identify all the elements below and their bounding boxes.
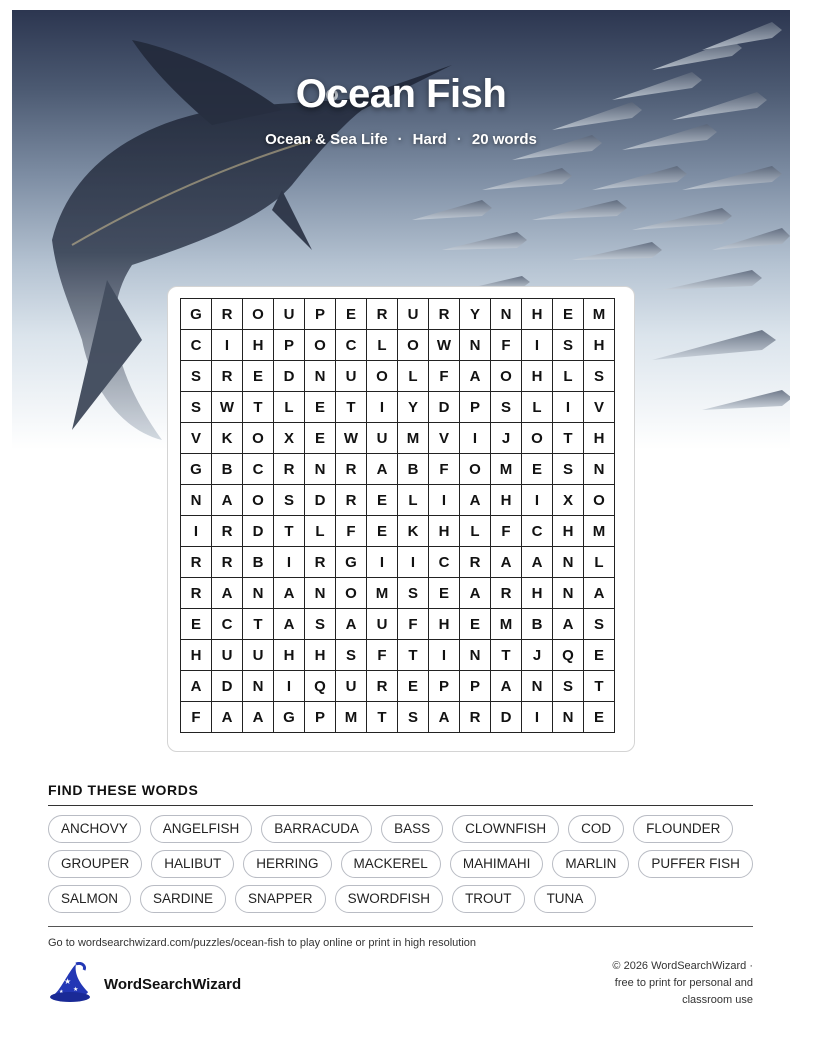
grid-cell[interactable]: N bbox=[305, 361, 336, 392]
grid-cell[interactable]: U bbox=[398, 299, 429, 330]
grid-cell[interactable]: A bbox=[274, 609, 305, 640]
grid-cell[interactable]: G bbox=[336, 547, 367, 578]
grid-cell[interactable]: G bbox=[181, 454, 212, 485]
grid-cell[interactable]: D bbox=[212, 671, 243, 702]
grid-cell[interactable]: L bbox=[522, 392, 553, 423]
grid-cell[interactable]: R bbox=[212, 547, 243, 578]
word-chip[interactable]: SWORDFISH bbox=[335, 885, 444, 913]
grid-cell[interactable]: M bbox=[336, 702, 367, 733]
grid-cell[interactable]: I bbox=[367, 547, 398, 578]
grid-cell[interactable]: A bbox=[491, 547, 522, 578]
grid-cell[interactable]: B bbox=[212, 454, 243, 485]
grid-cell[interactable]: I bbox=[212, 330, 243, 361]
copyright-line: classroom use bbox=[682, 994, 753, 1006]
grid-cell[interactable]: I bbox=[522, 702, 553, 733]
grid-cell[interactable]: K bbox=[398, 516, 429, 547]
word-chip[interactable]: SNAPPER bbox=[235, 885, 326, 913]
grid-cell[interactable]: E bbox=[553, 299, 584, 330]
word-chip[interactable]: MARLIN bbox=[552, 850, 629, 878]
grid-cell[interactable]: X bbox=[274, 423, 305, 454]
word-chip[interactable]: GROUPER bbox=[48, 850, 142, 878]
grid-cell[interactable]: A bbox=[367, 454, 398, 485]
grid-cell[interactable]: F bbox=[429, 361, 460, 392]
word-count-label: 20 words bbox=[471, 131, 537, 148]
grid-cell[interactable]: R bbox=[181, 578, 212, 609]
grid-cell[interactable]: P bbox=[429, 671, 460, 702]
grid-cell[interactable]: O bbox=[367, 361, 398, 392]
meta-separator: · bbox=[456, 131, 462, 148]
wizard-hat-icon bbox=[46, 962, 94, 1007]
grid-cell[interactable]: V bbox=[584, 392, 615, 423]
grid-cell[interactable]: S bbox=[491, 392, 522, 423]
grid-cell[interactable]: I bbox=[522, 330, 553, 361]
svg-text:★: ★ bbox=[64, 977, 72, 986]
grid-cell[interactable]: C bbox=[181, 330, 212, 361]
grid-cell[interactable]: H bbox=[429, 609, 460, 640]
grid-cell[interactable]: A bbox=[460, 578, 491, 609]
grid-cell[interactable]: L bbox=[553, 361, 584, 392]
category-label: Ocean & Sea Life bbox=[265, 131, 388, 148]
letter-grid bbox=[180, 298, 615, 733]
word-list-heading: FIND THESE WORDS bbox=[48, 782, 199, 798]
word-chip[interactable]: MAHIMAHI bbox=[450, 850, 544, 878]
grid-cell[interactable]: O bbox=[243, 299, 274, 330]
grid-cell[interactable]: R bbox=[367, 299, 398, 330]
grid-cell[interactable]: T bbox=[553, 423, 584, 454]
word-chip[interactable]: CLOWNFISH bbox=[452, 815, 559, 843]
grid-cell[interactable]: M bbox=[367, 578, 398, 609]
grid-cell[interactable]: E bbox=[367, 516, 398, 547]
grid-cell[interactable]: H bbox=[522, 299, 553, 330]
copyright-text bbox=[583, 958, 753, 1009]
grid-cell[interactable]: T bbox=[243, 609, 274, 640]
grid-cell[interactable]: L bbox=[274, 392, 305, 423]
grid-cell[interactable]: I bbox=[522, 485, 553, 516]
grid-cell[interactable]: P bbox=[460, 392, 491, 423]
grid-cell[interactable]: E bbox=[367, 485, 398, 516]
grid-cell[interactable]: O bbox=[584, 485, 615, 516]
grid-cell[interactable]: D bbox=[429, 392, 460, 423]
word-chip[interactable]: BARRACUDA bbox=[261, 815, 372, 843]
grid-cell[interactable]: T bbox=[398, 640, 429, 671]
grid-cell[interactable]: L bbox=[584, 547, 615, 578]
grid-cell[interactable]: A bbox=[336, 609, 367, 640]
grid-cell[interactable]: U bbox=[367, 423, 398, 454]
grid-cell[interactable]: P bbox=[305, 702, 336, 733]
grid-cell[interactable]: Y bbox=[398, 392, 429, 423]
grid-cell[interactable]: R bbox=[274, 454, 305, 485]
grid-cell[interactable]: Y bbox=[460, 299, 491, 330]
grid-cell[interactable]: L bbox=[305, 516, 336, 547]
grid-cell[interactable]: T bbox=[336, 392, 367, 423]
grid-cell[interactable]: M bbox=[584, 516, 615, 547]
grid-cell[interactable]: Q bbox=[305, 671, 336, 702]
grid-cell[interactable]: R bbox=[212, 299, 243, 330]
grid-cell[interactable]: N bbox=[584, 454, 615, 485]
footer-url-text[interactable]: Go to wordsearchwizard.com/puzzles/ocean-fish to play online or print in high resolution bbox=[48, 937, 476, 949]
grid-cell[interactable]: E bbox=[305, 423, 336, 454]
grid-cell[interactable]: A bbox=[460, 361, 491, 392]
grid-row bbox=[181, 423, 615, 454]
grid-cell[interactable]: W bbox=[212, 392, 243, 423]
grid-cell[interactable]: A bbox=[460, 485, 491, 516]
grid-cell[interactable]: H bbox=[274, 640, 305, 671]
grid-cell[interactable]: C bbox=[522, 516, 553, 547]
grid-row bbox=[181, 454, 615, 485]
grid-cell[interactable]: F bbox=[429, 454, 460, 485]
word-chip[interactable]: BASS bbox=[381, 815, 443, 843]
grid-cell[interactable]: S bbox=[336, 640, 367, 671]
grid-cell[interactable]: E bbox=[305, 392, 336, 423]
grid-cell[interactable]: L bbox=[398, 485, 429, 516]
grid-cell[interactable]: N bbox=[305, 578, 336, 609]
grid-cell[interactable]: S bbox=[584, 609, 615, 640]
grid-cell[interactable]: R bbox=[460, 547, 491, 578]
grid-cell[interactable]: U bbox=[367, 609, 398, 640]
difficulty-label: Hard bbox=[412, 131, 447, 148]
grid-cell[interactable]: O bbox=[522, 423, 553, 454]
grid-cell[interactable]: L bbox=[398, 361, 429, 392]
grid-cell[interactable]: D bbox=[305, 485, 336, 516]
grid-cell[interactable]: H bbox=[522, 578, 553, 609]
word-chip[interactable]: SALMON bbox=[48, 885, 131, 913]
grid-cell[interactable]: U bbox=[336, 361, 367, 392]
word-chip[interactable]: TUNA bbox=[534, 885, 597, 913]
copyright-line: © 2026 WordSearchWizard · bbox=[612, 960, 753, 972]
grid-cell[interactable]: O bbox=[243, 423, 274, 454]
grid-cell[interactable]: S bbox=[305, 609, 336, 640]
grid-cell[interactable]: R bbox=[336, 485, 367, 516]
brand[interactable] bbox=[46, 962, 241, 1007]
word-chip[interactable]: TROUT bbox=[452, 885, 525, 913]
grid-cell[interactable]: I bbox=[274, 547, 305, 578]
grid-cell[interactable]: U bbox=[336, 671, 367, 702]
grid-cell[interactable]: B bbox=[522, 609, 553, 640]
grid-cell[interactable]: R bbox=[305, 547, 336, 578]
grid-cell[interactable]: I bbox=[367, 392, 398, 423]
grid-cell[interactable]: J bbox=[491, 423, 522, 454]
grid-cell[interactable]: N bbox=[553, 547, 584, 578]
grid-cell[interactable]: J bbox=[522, 640, 553, 671]
grid-cell[interactable]: E bbox=[584, 640, 615, 671]
grid-cell[interactable]: Q bbox=[553, 640, 584, 671]
svg-text:★: ★ bbox=[59, 989, 64, 995]
grid-cell[interactable]: A bbox=[212, 578, 243, 609]
grid-row bbox=[181, 299, 615, 330]
grid-cell[interactable]: I bbox=[429, 640, 460, 671]
grid-cell[interactable]: F bbox=[491, 330, 522, 361]
grid-cell[interactable]: S bbox=[553, 671, 584, 702]
grid-cell[interactable]: H bbox=[181, 640, 212, 671]
grid-cell[interactable]: H bbox=[584, 330, 615, 361]
grid-cell[interactable]: E bbox=[522, 454, 553, 485]
grid-cell[interactable]: M bbox=[398, 423, 429, 454]
grid-cell[interactable]: N bbox=[243, 578, 274, 609]
word-list bbox=[48, 815, 758, 913]
grid-cell[interactable]: I bbox=[181, 516, 212, 547]
grid-cell[interactable]: L bbox=[367, 330, 398, 361]
grid-cell[interactable]: N bbox=[181, 485, 212, 516]
word-chip[interactable]: PUFFER FISH bbox=[638, 850, 753, 878]
grid-cell[interactable]: S bbox=[398, 702, 429, 733]
grid-row bbox=[181, 702, 615, 733]
grid-cell[interactable]: N bbox=[491, 299, 522, 330]
grid-cell[interactable]: R bbox=[336, 454, 367, 485]
grid-cell[interactable]: N bbox=[522, 671, 553, 702]
word-chip[interactable]: FLOUNDER bbox=[633, 815, 733, 843]
grid-cell[interactable]: F bbox=[367, 640, 398, 671]
grid-cell[interactable]: G bbox=[274, 702, 305, 733]
word-chip[interactable]: HERRING bbox=[243, 850, 331, 878]
grid-cell[interactable]: E bbox=[398, 671, 429, 702]
grid-row bbox=[181, 392, 615, 423]
grid-cell[interactable]: E bbox=[181, 609, 212, 640]
grid-cell[interactable]: C bbox=[212, 609, 243, 640]
grid-cell[interactable]: H bbox=[305, 640, 336, 671]
grid-row bbox=[181, 609, 615, 640]
grid-cell[interactable]: R bbox=[460, 702, 491, 733]
grid-cell[interactable]: H bbox=[522, 361, 553, 392]
divider bbox=[48, 805, 753, 806]
word-chip[interactable]: SARDINE bbox=[140, 885, 226, 913]
grid-cell[interactable]: I bbox=[398, 547, 429, 578]
grid-cell[interactable]: O bbox=[491, 361, 522, 392]
grid-cell[interactable]: S bbox=[274, 485, 305, 516]
grid-cell[interactable]: C bbox=[336, 330, 367, 361]
grid-cell[interactable]: P bbox=[460, 671, 491, 702]
word-chip[interactable]: HALIBUT bbox=[151, 850, 234, 878]
grid-cell[interactable]: T bbox=[491, 640, 522, 671]
grid-row bbox=[181, 361, 615, 392]
grid-row bbox=[181, 640, 615, 671]
grid-cell[interactable]: S bbox=[181, 392, 212, 423]
grid-cell[interactable]: X bbox=[553, 485, 584, 516]
grid-cell[interactable]: P bbox=[305, 299, 336, 330]
word-chip[interactable]: COD bbox=[568, 815, 624, 843]
grid-cell[interactable]: N bbox=[305, 454, 336, 485]
grid-cell[interactable]: U bbox=[212, 640, 243, 671]
grid-cell[interactable]: O bbox=[243, 485, 274, 516]
grid-cell[interactable]: N bbox=[553, 702, 584, 733]
word-chip[interactable]: ANCHOVY bbox=[48, 815, 141, 843]
grid-cell[interactable]: U bbox=[274, 299, 305, 330]
grid-cell[interactable]: H bbox=[584, 423, 615, 454]
grid-cell[interactable]: N bbox=[553, 578, 584, 609]
grid-cell[interactable]: R bbox=[429, 299, 460, 330]
grid-cell[interactable]: M bbox=[491, 609, 522, 640]
grid-cell[interactable]: R bbox=[212, 361, 243, 392]
grid-cell[interactable]: U bbox=[243, 640, 274, 671]
grid-cell[interactable]: A bbox=[584, 578, 615, 609]
grid-row bbox=[181, 485, 615, 516]
grid-row bbox=[181, 516, 615, 547]
grid-row bbox=[181, 547, 615, 578]
grid-cell[interactable]: T bbox=[584, 671, 615, 702]
grid-cell[interactable]: A bbox=[274, 578, 305, 609]
grid-cell[interactable]: O bbox=[305, 330, 336, 361]
grid-cell[interactable]: A bbox=[553, 609, 584, 640]
grid-cell[interactable]: A bbox=[243, 702, 274, 733]
grid-cell[interactable]: T bbox=[367, 702, 398, 733]
grid-cell[interactable]: B bbox=[398, 454, 429, 485]
grid-cell[interactable]: R bbox=[212, 516, 243, 547]
grid-cell[interactable]: E bbox=[460, 609, 491, 640]
grid-cell[interactable]: C bbox=[243, 454, 274, 485]
grid-cell[interactable]: O bbox=[460, 454, 491, 485]
grid-cell[interactable]: E bbox=[243, 361, 274, 392]
grid-cell[interactable]: N bbox=[460, 330, 491, 361]
grid-cell[interactable]: T bbox=[243, 392, 274, 423]
grid-cell[interactable]: T bbox=[274, 516, 305, 547]
grid-cell[interactable]: F bbox=[398, 609, 429, 640]
grid-cell[interactable]: V bbox=[181, 423, 212, 454]
grid-cell[interactable]: M bbox=[491, 454, 522, 485]
grid-cell[interactable]: A bbox=[212, 702, 243, 733]
grid-cell[interactable]: I bbox=[429, 485, 460, 516]
grid-cell[interactable]: B bbox=[243, 547, 274, 578]
grid-cell[interactable]: D bbox=[491, 702, 522, 733]
grid-cell[interactable]: S bbox=[398, 578, 429, 609]
grid-cell[interactable]: A bbox=[491, 671, 522, 702]
grid-cell[interactable]: O bbox=[336, 578, 367, 609]
grid-cell[interactable]: R bbox=[181, 547, 212, 578]
grid-cell[interactable]: E bbox=[336, 299, 367, 330]
grid-cell[interactable]: A bbox=[212, 485, 243, 516]
grid-cell[interactable]: A bbox=[429, 702, 460, 733]
grid-cell[interactable]: W bbox=[429, 330, 460, 361]
word-chip[interactable]: MACKEREL bbox=[341, 850, 441, 878]
grid-cell[interactable]: I bbox=[460, 423, 491, 454]
grid-cell[interactable]: F bbox=[336, 516, 367, 547]
grid-cell[interactable]: S bbox=[181, 361, 212, 392]
grid-cell[interactable]: K bbox=[212, 423, 243, 454]
grid-cell[interactable]: I bbox=[274, 671, 305, 702]
grid-cell[interactable]: O bbox=[398, 330, 429, 361]
copyright-line: free to print for personal and bbox=[614, 977, 753, 989]
grid-cell[interactable]: S bbox=[584, 361, 615, 392]
grid-cell[interactable]: V bbox=[429, 423, 460, 454]
grid-cell[interactable]: H bbox=[553, 516, 584, 547]
grid-cell[interactable]: D bbox=[274, 361, 305, 392]
puzzle-meta bbox=[12, 131, 790, 148]
grid-row bbox=[181, 671, 615, 702]
brand-name: WordSearchWizard bbox=[104, 976, 242, 993]
grid-cell[interactable]: W bbox=[336, 423, 367, 454]
grid-cell[interactable]: E bbox=[429, 578, 460, 609]
grid-cell[interactable]: I bbox=[553, 392, 584, 423]
grid-cell[interactable]: H bbox=[429, 516, 460, 547]
grid-cell[interactable]: S bbox=[553, 330, 584, 361]
grid-row bbox=[181, 330, 615, 361]
grid-cell[interactable]: G bbox=[181, 299, 212, 330]
grid-cell[interactable]: H bbox=[243, 330, 274, 361]
grid-cell[interactable]: R bbox=[491, 578, 522, 609]
grid-cell[interactable]: F bbox=[181, 702, 212, 733]
grid-cell[interactable]: A bbox=[522, 547, 553, 578]
grid-row bbox=[181, 578, 615, 609]
grid-cell[interactable]: H bbox=[491, 485, 522, 516]
grid-cell[interactable]: P bbox=[274, 330, 305, 361]
grid-cell[interactable]: D bbox=[243, 516, 274, 547]
svg-text:★: ★ bbox=[73, 986, 79, 993]
grid-cell[interactable]: L bbox=[460, 516, 491, 547]
word-chip[interactable]: ANGELFISH bbox=[150, 815, 253, 843]
grid-cell[interactable]: E bbox=[584, 702, 615, 733]
page-title: Ocean Fish bbox=[295, 72, 507, 116]
grid-cell[interactable]: C bbox=[429, 547, 460, 578]
grid-cell[interactable]: N bbox=[460, 640, 491, 671]
grid-cell[interactable]: R bbox=[367, 671, 398, 702]
meta-separator: · bbox=[397, 131, 403, 148]
grid-cell[interactable]: F bbox=[491, 516, 522, 547]
grid-cell[interactable]: M bbox=[584, 299, 615, 330]
grid-cell[interactable]: N bbox=[243, 671, 274, 702]
divider bbox=[48, 926, 753, 927]
grid-cell[interactable]: S bbox=[553, 454, 584, 485]
grid-cell[interactable]: A bbox=[181, 671, 212, 702]
